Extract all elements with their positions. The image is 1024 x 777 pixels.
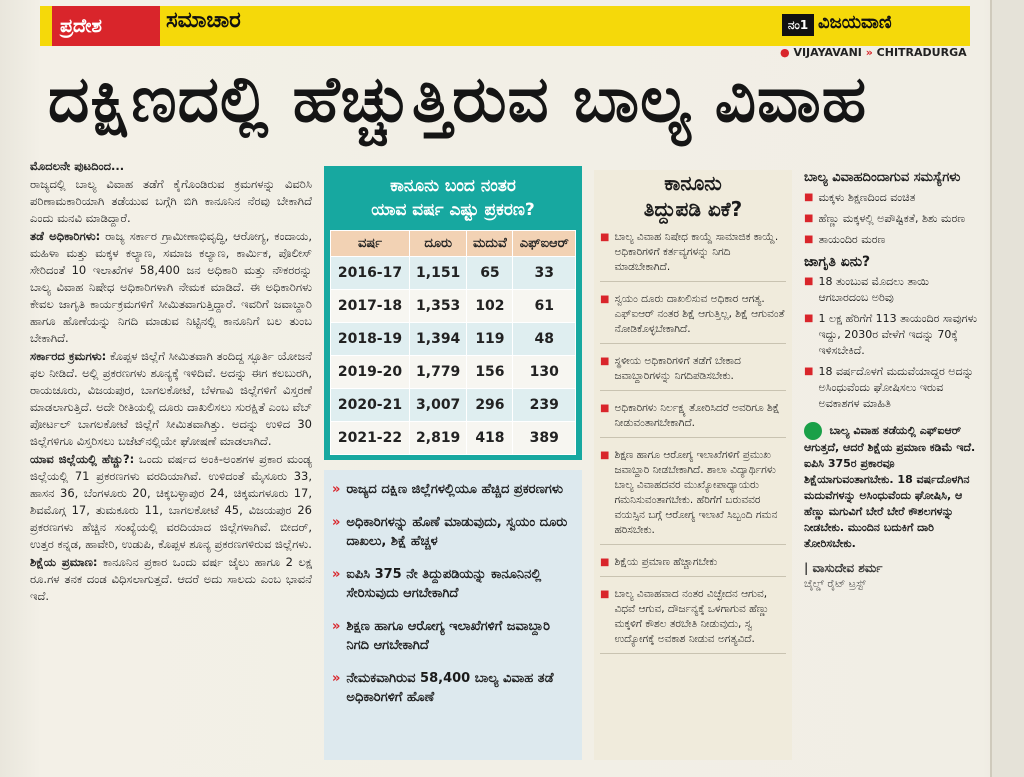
table-cell: 130 [513, 356, 576, 389]
byline: | ವಾಸುದೇವ ಶರ್ಮ [804, 561, 883, 575]
table-cell: 1,353 [409, 290, 466, 323]
problem-item [804, 232, 982, 248]
key-points-box [324, 470, 582, 760]
table-cell: 296 [467, 389, 513, 422]
masthead-edition [780, 46, 967, 59]
table-cell: 156 [467, 356, 513, 389]
problem-item [804, 190, 982, 206]
article-paragraph [30, 554, 312, 605]
masthead-rank-badge: ನಂ1 [782, 14, 814, 36]
problems-title: ಬಾಲ್ಯ ವಿವಾಹದಿಂದಾಗುವ ಸಮಸ್ಯೆಗಳು [804, 170, 961, 185]
table-header-cell: ವರ್ಷ [331, 231, 410, 257]
key-point-text: ಶಿಕ್ಷಣ ಹಾಗೂ ಆರೋಗ್ಯ ಇಲಾಖೆಗಳಿಗೆ ಜವಾಬ್ದಾರಿ ನಿಗದಿ ಆಗಬೇಕಾಗಿದೆ [346, 619, 550, 653]
left-article-column [30, 158, 312, 758]
paragraph-text: ಕೊಪ್ಪಳ ಜಿಲ್ಲೆಗೆ ಸೀಮಿತವಾಗಿ ತಂದಿದ್ದ ಸ್ಫೂರ್ತಿ ಯೋಜನೆ ಫಲ ನೀಡಿದೆ. ಅಲ್ಲಿ ಪ್ರಕರಣಗಳು ಶೂನ್ಯಕ್ಕೆ ಇಳಿದಿವೆ. ಅದನ್ನು ಈಗ ಕಲಬುರಗಿ, ರಾಯಚೂರು, ವಿಜಯಪುರ, ಬಾಗಲಕೋಟೆ, ಬೆಳಗಾವಿ ಜಿಲ್ಲೆಗಳಿಗೆ ವಿಸ್ತರಣೆ ಮಾಡಲಾಗುತ್ತಿದೆ. ಅದೇ ರೀತಿಯಲ್ಲಿ ದೂರು ದಾಖಲಿಸಲು ಸುರಕ್ಷಿತೆ ಎಂಬ ವೆಬ್ ಪೋರ್ಟಲ್ ಬಾಗಲಕೋಟೆ ಜಿಲ್ಲೆಗೆ ಸೀಮಿತವಾಗಿತ್ತು. ಅದನ್ನು ಉಳಿದ 30 ಜಿಲ್ಲೆಗಳಿಗೂ ವಿಸ್ತರಿಸಲು ಬಜೆಟ್‌ನಲ್ಲಿಯೇ ಘೋಷಣೆ ಮಾಡಲಾಗಿದೆ. [30, 349, 312, 448]
masthead-edition-name: CHITRADURGA [876, 46, 967, 59]
table-header-cell: ಮದುವೆ [467, 231, 513, 257]
cases-table-box [324, 166, 582, 460]
bullet-square-icon: ■ [804, 276, 814, 287]
bullet-square-icon: ■ [600, 232, 610, 243]
chevron-icon: » [332, 671, 341, 686]
amendment-item [600, 292, 786, 344]
awareness-item [804, 364, 982, 412]
table-row [331, 323, 576, 356]
key-point-text: ರಾಜ್ಯದ ದಕ್ಷಿಣ ಜಿಲ್ಲೆಗಳಲ್ಲಿಯೂ ಹೆಚ್ಚಿದ ಪ್ರಕರಣಗಳು [346, 482, 564, 497]
bullet-square-icon: ■ [804, 192, 814, 203]
table-cell: 61 [513, 290, 576, 323]
awareness-item-text: 18 ತುಂಬುವ ಮೊದಲು ತಾಯಿ ಆಗಬಾರದಂಬ ಅರಿವು [818, 275, 929, 304]
paragraph-text: ಕಾನೂನಿನ ಪ್ರಕಾರ ಒಂದು ವರ್ಷ ಜೈಲು ಹಾಗೂ 2 ಲಕ್ಷ ರೂ.ಗಳ ತನಕ ದಂಡ ವಿಧಿಸಲಾಗುತ್ತದೆ. ಆದರೆ ಅದು ಸಾಲದು ಎಂಬ ಭಾವನೆ ಇದೆ. [30, 555, 312, 603]
amendment-item-text: ಸ್ವಯಂ ದೂರು ದಾಖಲಿಸುವ ಅಧಿಕಾರ ಆಗತ್ಯ. ಎಫ್‌ಐಆರ್ ನಂತರ ಶಿಕ್ಷೆ ಆಗುತ್ತಿಲ್ಲ, ಶಿಕ್ಷೆ ಆಗುವಂತೆ ನೋಡಿಕೊಳ್ಳಬೇಕಾಗಿದೆ. [614, 293, 785, 335]
table-title-line2: ಯಾವ ವರ್ಷ ಎಷ್ಟು ಪ್ರಕರಣ? [371, 200, 535, 220]
table-cell: 2019-20 [331, 356, 410, 389]
table-title-line1: ಕಾನೂನು ಬಂದ ನಂತರ [390, 176, 516, 196]
key-point [332, 480, 574, 499]
table-cell: 389 [513, 422, 576, 455]
key-point-text: ಅಧಿಕಾರಿಗಳನ್ನು ಹೊಣೆ ಮಾಡುವುದು, ಸ್ವಯಂ ದೂರು ದಾಖಲು, ಶಿಕ್ಷೆ ಹೆಚ್ಚಳ [346, 515, 568, 549]
key-point [332, 617, 574, 655]
table-body [331, 257, 576, 455]
problem-item-text: ಮಕ್ಕಳು ಶಿಕ್ಷಣದಿಂದ ವಂಚಿತ [818, 191, 916, 204]
table-header-row [331, 231, 576, 257]
amendment-item-text: ಬಾಲ್ಯ ವಿವಾಹವಾದ ನಂತರ ವಿಚ್ಛೇದನ ಆಗುವ, ವಿಧವೆ ಆಗುವ, ದೌರ್ಜನ್ಯಕ್ಕೆ ಒಳಗಾಗುವ ಹೆಣ್ಣು ಮಕ್ಕಳಿಗೆ ಕೌಶಲ ತರಬೇತಿ ನೀಡುವುದು, ಸ್ವ ಉದ್ಯೋಗಕ್ಕೆ ಅವಕಾಶ ನೀಡುವ ಅಗತ್ಯವಿದೆ. [614, 588, 770, 645]
amendment-item-text: ಶಿಕ್ಷಣ ಹಾಗೂ ಆರೋಗ್ಯ ಇಲಾಖೆಗಳಿಗೆ ಪ್ರಮುಖ ಜವಾಬ್ದಾರಿ ನೀಡಬೇಕಾಗಿದೆ. ಶಾಲಾ ವಿದ್ಯಾರ್ಥಿಗಳು ಬಾಲ್ಯ ವಿವಾಹದವರ ಮುಖ್ಯೋಪಾಧ್ಯಾಯರು ಗಮನಿಸುವಂತಾಗಬೇಕು. ಹೆರಿಗೆಗೆ ಬರುವವರ ವಯಸ್ಸಿನ ಬಗ್ಗೆ ಆರೋಗ್ಯ ಇಲಾಖೆ ಸಿಬ್ಬಂದಿ ಗಮನ ಹರಿಸಬೇಕು. [614, 449, 778, 536]
amendment-title-line2: ತಿದ್ದುಪಡಿ ಏಕೆ? [643, 197, 743, 221]
cases-table [330, 230, 576, 455]
bullet-square-icon: ■ [600, 294, 610, 305]
amendment-item-text: ಅಧಿಕಾರಿಗಳು ನಿರ್ಲಕ್ಷ್ಯ ತೋರಿಸಿದರೆ ಅವರಿಗೂ ಶಿಕ್ಷೆ ನೀಡುವಂತಾಗಬೇಕಾಗಿದೆ. [614, 402, 780, 429]
adjacent-page-edge [990, 0, 1024, 777]
table-cell: 2020-21 [331, 389, 410, 422]
table-cell: 2,819 [409, 422, 466, 455]
awareness-title: ಜಾಗೃತಿ ಏನು? [804, 254, 871, 270]
table-cell: 65 [467, 257, 513, 290]
article-paragraph [30, 348, 312, 450]
paragraph-text: ಒಂದು ವರ್ಷದ ಅಂಕಿ-ಅಂಶಗಳ ಪ್ರಕಾರ ಮಂಡ್ಯ ಜಿಲ್ಲೆಯಲ್ಲಿ 71 ಪ್ರಕರಣಗಳು ವರದಿಯಾಗಿವೆ. ಉಳಿದಂತೆ ಮೈಸೂರು 33, ಹಾಸನ 36, ಬೆಂಗಳೂರು 20, ಚಿಕ್ಕಬಳ್ಳಾಪುರ 24, ಚಿಕ್ಕಮಗಳೂರು 17, ಶಿವಮೊಗ್ಗ 17, ತುಮಕೂರು 11, ಬಾಗಲಕೋಟೆ 45, ವಿಜಯಪುರ 26 ಪ್ರಕರಣಗಳು ಹೆಚ್ಚಿನ ಸಂಖ್ಯೆಯಲ್ಲಿ ವರದಿಯಾದ ಜಿಲ್ಲೆಗಳಾಗಿವೆ. ಬೀದರ್, ಉತ್ತರ ಕನ್ನಡ, ಹಾವೇರಿ, ಉಡುಪಿ, ಕೊಪ್ಪಳ ಶೂನ್ಯ ಪ್ರಕರಣಗಳಿರುವ ಜಿಲ್ಲೆಗಳು. [30, 452, 312, 551]
bullet-square-icon: ■ [600, 403, 610, 414]
article-paragraph [30, 451, 312, 553]
bullet-square-icon: ■ [600, 356, 610, 367]
paragraph-text: ರಾಜ್ಯದಲ್ಲಿ ಬಾಲ್ಯ ವಿವಾಹ ತಡೆಗೆ ಕೈಗೊಂಡಿರುವ ಕ್ರಮಗಳನ್ನು ವಿವರಿಸಿ ಪರಿಣಾಮಕಾರಿಯಾಗಿ ತಡೆಯುವ ಬಗ್ಗೆಗಿ ಬಿಗಿ ಕಾನೂನಿನ ನೆರವು ಬೇಕಾಗಿದೆ ಎಂದು ಮನವಿ ಮಾಡಿದ್ದಾರೆ. [30, 177, 312, 225]
table-cell: 2021-22 [331, 422, 410, 455]
chevron-icon: » [332, 567, 341, 582]
amendment-item [600, 354, 786, 391]
section-name: ಸಮಾಚಾರ [166, 8, 241, 33]
table-row [331, 422, 576, 455]
amendment-item [600, 555, 786, 577]
amendment-item-text: ಬಾಲ್ಯ ವಿವಾಹ ನಿಷೇಧ ಕಾಯ್ದೆ ಸಾಮಾಜಿಕ ಕಾಯ್ದೆ. ಅಧಿಕಾರಿಗಳಿಗೆ ಕರ್ತವ್ಯಗಳನ್ನು ನಿಗದಿ ಮಾಡಬೇಕಾಗಿದೆ. [614, 231, 779, 273]
amendment-title [600, 170, 786, 222]
table-cell: 2016-17 [331, 257, 410, 290]
table-cell: 3,007 [409, 389, 466, 422]
paragraph-subhead: ಸರ್ಕಾರದ ಕ್ರಮಗಳು: [30, 349, 107, 363]
table-cell: 1,779 [409, 356, 466, 389]
table-row [331, 290, 576, 323]
amendment-item [600, 448, 786, 545]
bullet-square-icon: ■ [600, 589, 610, 600]
key-point [332, 669, 574, 707]
table-header-cell: ದೂರು [409, 231, 466, 257]
bullet-square-icon: ■ [804, 213, 814, 224]
amendment-item [600, 587, 786, 654]
table-cell: 48 [513, 323, 576, 356]
table-cell: 2018-19 [331, 323, 410, 356]
table-cell: 33 [513, 257, 576, 290]
problem-item-text: ತಾಯಂದಿರ ಮರಣ [818, 233, 886, 246]
bullet-square-icon: ■ [600, 557, 610, 568]
byline-role: ಚೈಲ್ಡ್ ರೈಟ್ ಟ್ರಸ್ಟ್ [804, 578, 866, 590]
amendment-item [600, 401, 786, 438]
table-cell: 102 [467, 290, 513, 323]
key-point [332, 565, 574, 603]
key-point [332, 513, 574, 551]
paragraph-subhead: ಯಾವ ಜಿಲ್ಲೆಯಲ್ಲಿ ಹೆಚ್ಚು?: [30, 452, 135, 466]
table-title [330, 172, 576, 230]
awareness-item-text: 18 ವರ್ಷದೊಳಗೆ ಮದುವೆಯಾದ್ದರ ಅದನ್ನು ಅಸಿಂಧುವೆಂದು ಘೋಷಿಸಲು ಇರುವ ಅವಕಾಶಗಳ ಮಾಹಿತಿ [818, 365, 974, 410]
quote-text: ಬಾಲ್ಯ ವಿವಾಹ ತಡೆಯಲ್ಲಿ ಎಫ್‌ಐಆರ್ ಆಗುತ್ತದೆ, ಆದರೆ ಶಿಕ್ಷೆಯ ಪ್ರಮಾಣ ಕಡಿಮೆ ಇದೆ. ಐಪಿಸಿ 375ರ ಪ್ರಕಾರವೂ ಶಿಕ್ಷೆಯಾಗುವಂತಾಗಬೇಕು. 18 ವರ್ಷದೊಳಗಿನ ಮದುವೆಗಳನ್ನು ಅಸಿಂಧುವೆಂದು ಘೋಷಿಸಿ, ಆ ಹೆಣ್ಣು ಮಗುವಿಗೆ ಬೇರೆ ಬೇರೆ ಕೌಶಲಗಳನ್ನು ನೀಡಬೇಕು. ಮುಂದಿನ ಬದುಕಿಗೆ ದಾರಿ ತೋರಿಸಬೇಕು. [804, 424, 976, 550]
bullet-square-icon: ■ [804, 366, 814, 377]
amendment-item [600, 230, 786, 282]
masthead-bullet: ● [780, 46, 790, 59]
amendment-items [600, 230, 786, 654]
problems-list [804, 190, 982, 248]
paragraph-subhead: ಮೊದಲನೇ ಪುಟದಿಂದ... [30, 159, 125, 173]
bullet-square-icon: ■ [804, 313, 814, 324]
table-cell: 119 [467, 323, 513, 356]
right-column [804, 170, 982, 760]
table-row [331, 356, 576, 389]
masthead-name: ವಿಜಯವಾಣಿ [818, 12, 892, 33]
paragraph-text: ರಾಜ್ಯ ಸರ್ಕಾರ ಗ್ರಾಮೀಣಾಭಿವೃದ್ಧಿ, ಆರೋಗ್ಯ, ಕಂದಾಯ, ಮಹಿಳಾ ಮತ್ತು ಮಕ್ಕಳ ಕಲ್ಯಾಣ, ಸಮಾಜ ಕಲ್ಯಾಣ, ಕಾರ್ಮಿಕ, ಪೊಲೀಸ್ ಸೇರಿದಂತೆ 10 ಇಲಾಖೆಗಳ 58,400 ಜನ ಅಧಿಕಾರಿ ಮತ್ತು ನೌಕರರನ್ನು ಬಾಲ್ಯ ವಿವಾಹ ನಿಷೇಧ ಅಧಿಕಾರಿಗಳಾಗಿ ನೇಮಕ ಮಾಡಿದೆ. ಈ ಅಧಿಕಾರಿಗಳು ಕೇವಲ ಜಾಗೃತಿ ಕಾರ್ಯಕ್ರಮಗಳಿಗೆ ಸೀಮಿತವಾಗುತ್ತಿದ್ದಾರೆ. ಇವರಿಗೆ ಜವಾಬ್ದಾರಿ ಹಾಗೂ ಹೊಣೆಯನ್ನು ನಿಗದಿ ಮಾಡುವ ನಿಟ್ಟಿನಲ್ಲಿ ಕಾನೂನಿಗೆ ಬಲ ತುಂಬ ಬೇಕಾಗಿದೆ. [30, 229, 312, 345]
key-point-text: ಐಪಿಸಿ 375 ನೇ ತಿದ್ದುಪಡಿಯನ್ನು ಕಾನೂನಿನಲ್ಲಿ ಸೇರಿಸುವುದು ಆಗಬೇಕಾಗಿದೆ [346, 567, 542, 601]
amendment-title-line1: ಕಾನೂನು [664, 171, 722, 195]
table-cell: 1,394 [409, 323, 466, 356]
problem-item-text: ಹೆಣ್ಣು ಮಕ್ಕಳಲ್ಲಿ ಅಪೌಷ್ಟಿಕತೆ, ಶಿಶು ಮರಣ [818, 212, 966, 225]
chevron-icon: » [332, 482, 341, 497]
bullet-square-icon: ■ [804, 234, 814, 245]
section-tag: ಪ್ರದೇಶ [52, 6, 160, 46]
paragraph-subhead: ತಡೆ ಅಧಿಕಾರಿಗಳು: [30, 229, 101, 243]
article-paragraph [30, 158, 312, 175]
article-paragraph [30, 228, 312, 347]
article-paragraph [30, 176, 312, 227]
masthead-edition-prefix: VIJAYAVANI [793, 46, 862, 59]
bullet-square-icon: ■ [600, 450, 610, 461]
table-row [331, 389, 576, 422]
amendment-item-text: ಸ್ಥಳೀಯ ಅಧಿಕಾರಿಗಳಿಗೆ ತಡೆಗೆ ಬೇಕಾದ ಜವಾಬ್ದಾರಿಗಳನ್ನು ನಿಗದಿಪಡಿಸಬೇಕು. [614, 355, 741, 382]
amendment-item-text: ಶಿಕ್ಷೆಯ ಪ್ರಮಾಣ ಹೆಚ್ಚಾಗಬೇಕು [614, 556, 718, 568]
awareness-item-text: 1 ಲಕ್ಷ ಹೆರಿಗೆಗೆ 113 ತಾಯಂದಿರ ಸಾವುಗಳು ಇದ್ದು, 2030ರ ವೇಳೆಗೆ ಇದನ್ನು 70ಕ್ಕೆ ಇಳಿಸಬೇಕಿದೆ. [818, 312, 978, 357]
key-point-text: ನೇಮಕವಾಗಿರುವ 58,400 ಬಾಲ್ಯ ವಿವಾಹ ತಡೆ ಅಧಿಕಾರಿಗಳಿಗೆ ಹೊಣೆ [346, 671, 554, 705]
awareness-list [804, 274, 982, 412]
table-cell: 418 [467, 422, 513, 455]
table-header-cell: ಎಫ್‌ಐಆರ್ [513, 231, 576, 257]
table-cell: 2017-18 [331, 290, 410, 323]
awareness-item [804, 274, 982, 306]
quote-block [804, 422, 982, 552]
problem-item [804, 211, 982, 227]
awareness-item [804, 311, 982, 359]
quote-icon [804, 422, 822, 440]
amendment-column [594, 170, 792, 760]
masthead-edition-sep: » [865, 46, 873, 59]
chevron-icon: » [332, 619, 341, 634]
table-cell: 1,151 [409, 257, 466, 290]
table-cell: 239 [513, 389, 576, 422]
paragraph-subhead: ಶಿಕ್ಷೆಯ ಪ್ರಮಾಣ: [30, 555, 98, 569]
headline: ದಕ್ಷಿಣದಲ್ಲಿ ಹೆಚ್ಚುತ್ತಿರುವ ಬಾಲ್ಯ ವಿವಾಹ [48, 62, 868, 137]
chevron-icon: » [332, 515, 341, 530]
table-row [331, 257, 576, 290]
